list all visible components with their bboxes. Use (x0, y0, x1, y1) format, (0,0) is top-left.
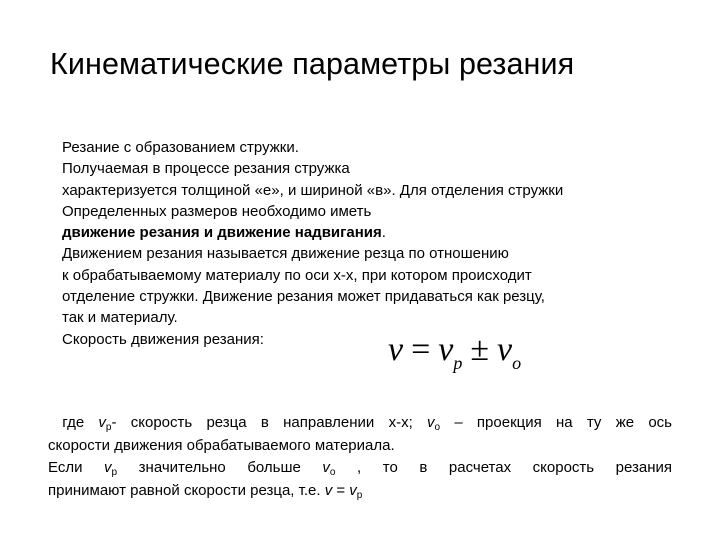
note-line (48, 480, 672, 503)
var-sub: о (329, 467, 336, 478)
note-line: скорости движения обрабатываемого материала. (48, 436, 395, 454)
note-text: – проекция на ту же ось (440, 414, 672, 431)
note-text: принимают равной скорости резца, т.е. (48, 481, 325, 499)
bold-term: движение резания и движение надвигания (62, 224, 382, 242)
note-line (48, 457, 672, 480)
text-line: Получаемая в процессе резания стружка (62, 160, 350, 178)
note-text: Если (48, 459, 105, 476)
text-line: Движением резания называется движение резца по отношению (62, 245, 509, 263)
var-v: v (104, 459, 112, 476)
note-text: значительно больше (138, 459, 323, 476)
formula-sub-o: o (512, 353, 522, 373)
text-line: Резание с образованием стружки. (62, 139, 299, 156)
velocity-formula (388, 328, 521, 372)
note-text: где (62, 414, 99, 431)
formula-plus-minus: ± (470, 331, 490, 368)
formula-equals: = (411, 331, 431, 368)
text-line: так и материалу. (62, 309, 178, 327)
var-sub: о (434, 422, 441, 433)
text-line: к обрабатываемому материалу по оси х-х, при котором происходит (62, 266, 532, 284)
var-sub: р (105, 422, 112, 433)
note-line (48, 412, 672, 435)
formula-vp: v (438, 331, 454, 368)
var-v: v (98, 414, 106, 431)
var-sub: р (356, 489, 363, 501)
slide-title: Кинематические параметры резания (50, 47, 575, 81)
formula-sub-p: p (453, 353, 463, 373)
var-v: v (427, 414, 435, 431)
period: . (381, 224, 386, 242)
var-v: v (324, 481, 333, 499)
text-line: Определенных размеров необходимо иметь (62, 202, 372, 220)
var-v: v (322, 459, 330, 476)
formula-v: v (388, 331, 404, 368)
text-line: характеризуется толщиной «е», и шириной «в». Для отделения стружки (62, 181, 564, 199)
notes-paragraph (48, 412, 672, 502)
main-paragraph (62, 137, 712, 350)
note-text: - скорость резца в направлении х-х; (111, 414, 427, 431)
var-sub: р (111, 467, 118, 478)
text-line (62, 222, 712, 243)
text-line: отделение стружки. Движение резания может придаваться как резцу, (62, 288, 545, 306)
note-text: , то в расчетах скорость резания (357, 459, 673, 476)
formula-vo: v (497, 331, 513, 368)
var-v: v (349, 481, 357, 499)
text-line: Скорость движения резания: (62, 330, 264, 348)
note-text: = (332, 481, 350, 499)
